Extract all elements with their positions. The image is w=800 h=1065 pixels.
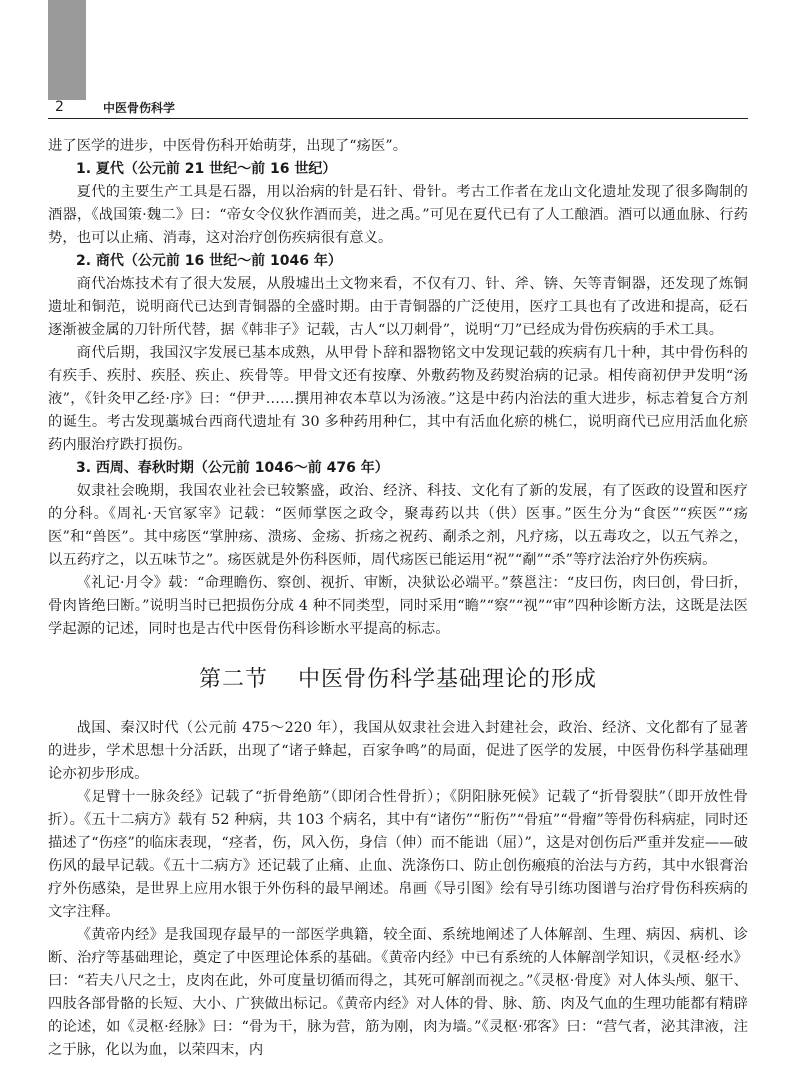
running-title: 中医骨伤科学 [103,101,176,115]
section-title: 中医骨伤科学基础理论的形成 [298,667,598,692]
heading-zhou-period: 3. 西周、春秋时期（公元前 1046～前 476 年） [76,460,389,476]
paragraph-intro: 进了医学的进步，中医骨伤科开始萌芽，出现了“疡医”。 [48,138,408,154]
header-rule [48,118,748,119]
page-number: 2 [55,99,64,115]
paragraph-warring-states: 战国、秦汉时代（公元前 475～220 年），我国从奴隶社会进入封建社会，政治、经济、文化都有了显著的进步，学术思想十分活跃，出现了“诸子蜂起，百家争鸣”的局面，促进了医学的发展，中医骨伤科学基础理论亦初步形成。 [48,720,748,782]
chapter-tab-marker [48,0,86,100]
section-label: 第二节 [198,667,268,692]
paragraph-zhou-1: 奴隶社会晚期，我国农业社会已较繁盛，政治、经济、科技、文化有了新的发展，有了医政的设置和医疗的分科。《周礼·天官冢宰》记载：“医师掌医之政令，聚毒药以共（供）医事。”医生分为“食医”“疾医”“疡医”和“兽医”。其中疡医“掌肿疡、溃疡、金疡、折疡之祝药、劀杀之剂，凡疗疡，以五毒攻之，以五气养之，以五药疗之，以五味节之”。疡医就是外伤科医师，周代疡医已能运用“祝”“劀”“杀”等疗法治疗外伤疾病。 [48,483,748,568]
paragraph-huangdi-neijing: 《黄帝内经》是我国现存最早的一部医学典籍，较全面、系统地阐述了人体解剖、生理、病因、病机、诊断、治疗等基础理论，奠定了中医理论体系的基础。《黄帝内经》中已有系统的人体解剖学知识，《灵枢·经水》曰：“若夫八尺之士，皮肉在此，外可度量切循而得之，其死可解剖而视之。”《灵枢·骨度》对人体头颅、躯干、四肢各部骨骼的长短、大小、广狭做出标记。《黄帝内经》对人体的骨、脉、筋、肉及气血的生理功能都有精辟的论述，如《灵枢·经脉》曰：“骨为干，脉为营，筋为刚，肉为墙。”《灵枢·邪客》曰：“营气者，泌其津液，注之于脉，化以为血，以荣四末，内 [48,927,748,1058]
heading-xia-dynasty: 1. 夏代（公元前 21 世纪～前 16 世纪） [76,161,337,177]
paragraph-shang-1: 商代冶炼技术有了很大发展，从殷墟出土文物来看，不仅有刀、针、斧、锛、矢等青铜器，还发现了炼铜遗址和铜范，说明商代已达到青铜器的全盛时期。由于青铜器的广泛使用，医疗工具也有了改进和提高，砭石逐渐被金属的刀针所代替，据《韩非子》记载，古人“以刀刺骨”，说明“刀”已经成为骨伤疾病的手术工具。 [48,276,748,338]
paragraph-xia: 夏代的主要生产工具是石器，用以治病的针是石针、骨针。考古工作者在龙山文化遗址发现了很多陶制的酒器，《战国策·魏二》曰：“帝女令仪狄作酒而美，进之禹。”可见在夏代已有了人工酿酒。酒可以通血脉、行药势，也可以止痛、消毒，这对治疗创伤疾病很有意义。 [48,184,748,246]
section-heading [48,665,748,695]
heading-shang-dynasty: 2. 商代（公元前 16 世纪～前 1046 年） [76,253,342,269]
page-body [48,135,748,1062]
paragraph-silk-texts: 《足臂十一脉灸经》记载了“折骨绝筋”（即闭合性骨折）；《阴阳脉死候》记载了“折骨裂肤”（即开放性骨折）。《五十二病方》载有 52 种病，共 103 个病名，其中有“诸伤”“胻伤”“骨疽”“骨瘤”等骨伤科病症，同时还描述了“伤痉”的临床表现，“痉者，伤，风入伤，身信（伸）而不能诎（屈）”，这是对创伤后严重并发症——破伤风的最早记载。《五十二病方》还记载了止痛、止血、洗涤伤口、防止创伤瘢痕的治法与方药，其中水银膏治疗外伤感染，是世界上应用水银于外伤科的最早阐述。帛画《导引图》绘有导引练功图谱与治疗骨伤科疾病的文字注释。 [48,789,748,920]
paragraph-shang-2: 商代后期，我国汉字发展已基本成熟，从甲骨卜辞和器物铭文中发现记载的疾病有几十种，其中骨伤科的有疾手、疾肘、疾胫、疾止、疾骨等。甲骨文还有按摩、外敷药物及药熨治病的记录。相传商初伊尹发明“汤液”，《针灸甲乙经·序》曰：“伊尹……撰用神农本草以为汤液。”这是中药内治法的重大进步，标志着复合方剂的诞生。考古发现藁城台西商代遗址有 30 多种药用种仁，其中有活血化瘀的桃仁，说明商代已应用活血化瘀药内服治疗跌打损伤。 [48,345,748,453]
paragraph-zhou-2: 《礼记·月令》载：“命理瞻伤、察创、视折、审断，决狱讼必端平。”蔡邕注：“皮曰伤，肉曰创，骨曰折，骨肉皆绝曰断。”说明当时已把损伤分成 4 种不同类型，同时采用“瞻”“察”“视”“审”四种诊断方法，这既是法医学起源的记述，同时也是古代中医骨伤科诊断水平提高的标志。 [48,575,748,637]
